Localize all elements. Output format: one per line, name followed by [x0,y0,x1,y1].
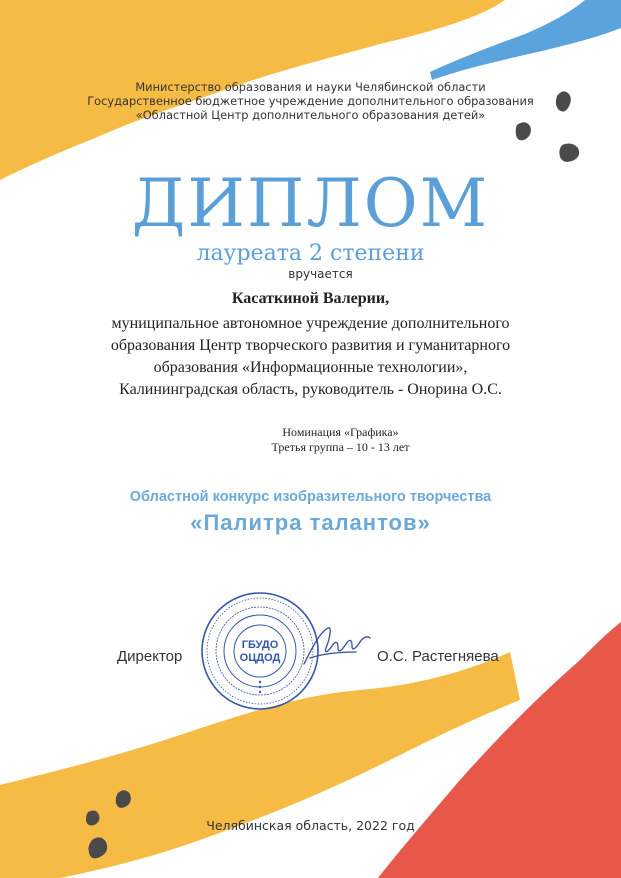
ministry-line: Министерство образования и науки Челябинской области [135,80,486,94]
nomination-name: Номинация «Графика» [282,425,399,439]
contest-name: «Палитра талантов» [190,510,431,535]
recipient-name: Касаткиной Валерии, [231,290,390,307]
stamp-center-line-2: ОЦДОД [239,652,281,664]
diploma-title: ДИПЛОМ [131,165,490,242]
footer-place-year: Челябинская область, 2022 год [206,818,415,833]
contest-title: Областной конкурс изобразительного творчества [129,489,492,505]
awarded-text: вручается [288,267,353,281]
director-signature [298,618,378,678]
director-label: Директор [117,648,183,665]
institution-line: Государственное бюджетное учреждение дополнительного образования [87,94,534,108]
center-line: «Областной Центр дополнительного образования детей» [135,108,486,122]
diploma-degree: лауреата 2 степени [196,241,425,266]
recipient-line-3: образования «Информационные технологии», [153,359,468,376]
stamp-center-line-1: ГБУДО [241,639,279,651]
nomination-group: Третья группа – 10 - 13 лет [271,440,410,454]
recipient-line-4: Калининградская область, руководитель - Онорина О.С. [119,381,502,398]
recipient-line-2: образования Центр творческого развития и гуманитарного [110,337,511,354]
recipient-line-1: муниципальное автономное учреждение дополнительного [111,315,510,332]
director-name: О.С. Растегняева [377,648,499,665]
